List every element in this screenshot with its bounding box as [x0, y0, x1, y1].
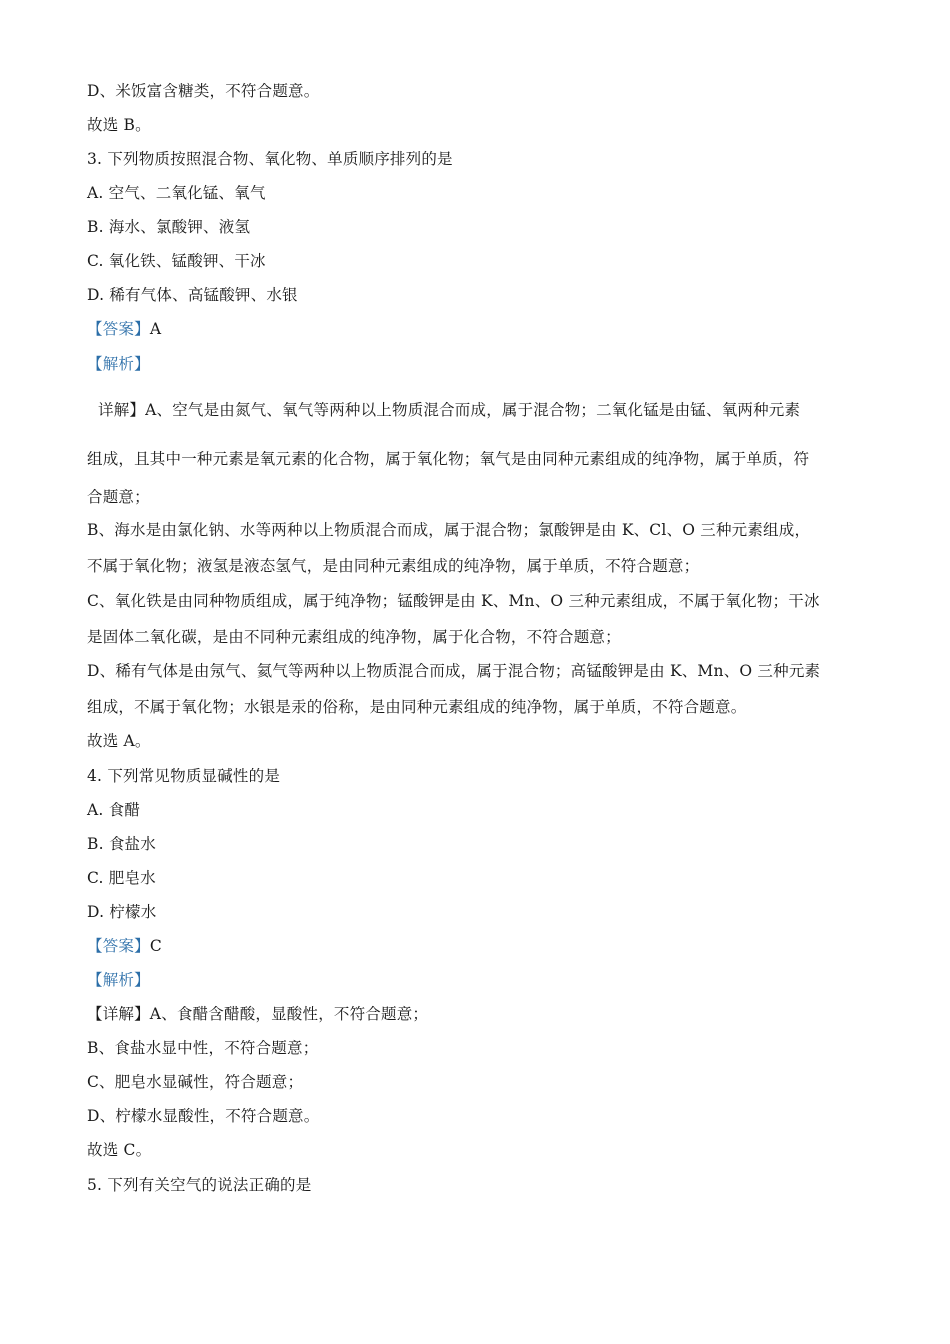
text-line: 不属于氧化物；液氢是液态氢气，是由同种元素组成的纯净物，属于单质，不符合题意；	[87, 557, 700, 575]
text-line: 是固体二氧化碳，是由不同种元素组成的纯净物，属于化合物，不符合题意；	[87, 628, 621, 646]
answer-tag: 【答案】	[87, 320, 150, 338]
text-line: D、米饭富含糖类，不符合题意。	[87, 82, 320, 100]
text-line: 详解】A、空气是由氮气、氧气等两种以上物质混合而成，属于混合物；二氧化锰是由锰、氧两种元素	[98, 401, 801, 419]
text-line: 组成，且其中一种元素是氧元素的化合物，属于氧化物；氧气是由同种元素组成的纯净物，属于单质，符	[87, 450, 810, 468]
question-3-answer	[87, 319, 877, 339]
text-line: 故选 A。	[87, 732, 151, 750]
question-3-stem: 3. 下列物质按照混合物、氧化物、单质顺序排列的是	[87, 150, 453, 168]
question-4-answer	[87, 936, 877, 956]
answer-tag: 【答案】	[87, 937, 150, 955]
answer-value: C	[149, 937, 162, 955]
text-line: D、稀有气体是由氖气、氦气等两种以上物质混合而成，属于混合物；高锰酸钾是由 K、Mn、O 三种元素	[87, 662, 821, 680]
text-line: 故选 B。	[87, 116, 151, 134]
text-line: B、食盐水显中性，不符合题意；	[87, 1039, 319, 1057]
question-4-option-b: B. 食盐水	[87, 835, 156, 853]
question-4-analysis-tag	[87, 970, 877, 990]
question-3-analysis-tag	[87, 354, 877, 374]
answer-value: A	[149, 320, 162, 338]
question-4-option-d: D. 柠檬水	[87, 903, 157, 921]
text-line: C、氧化铁是由同种物质组成，属于纯净物；锰酸钾是由 K、Mn、O 三种元素组成，不属于氧化物；干冰	[87, 592, 820, 610]
analysis-tag: 【解析】	[87, 971, 150, 989]
question-4-option-a: A. 食醋	[87, 801, 141, 819]
question-3-option-c: C. 氧化铁、锰酸钾、干冰	[87, 252, 266, 270]
question-4-option-c: C. 肥皂水	[87, 869, 156, 887]
text-line: C、肥皂水显碱性，符合题意；	[87, 1073, 304, 1091]
text-line: 故选 C。	[87, 1141, 152, 1159]
question-5-stem: 5. 下列有关空气的说法正确的是	[87, 1176, 312, 1194]
analysis-tag: 【解析】	[87, 355, 150, 373]
text-line: B、海水是由氯化钠、水等两种以上物质混合而成，属于混合物；氯酸钾是由 K、Cl、O 三种元素组成，	[87, 521, 811, 539]
text-line: D、柠檬水显酸性，不符合题意。	[87, 1107, 320, 1125]
question-4-stem: 4. 下列常见物质显碱性的是	[87, 767, 281, 785]
text-line: 合题意；	[87, 488, 150, 506]
question-3-option-a: A. 空气、二氧化锰、氧气	[87, 184, 266, 202]
text-line: 【详解】A、食醋含醋酸，显酸性，不符合题意；	[87, 1005, 429, 1023]
text-line: 组成，不属于氧化物；水银是汞的俗称，是由同种元素组成的纯净物，属于单质，不符合题意。	[87, 698, 747, 716]
question-3-option-d: D. 稀有气体、高锰酸钾、水银	[87, 286, 298, 304]
question-3-option-b: B. 海水、氯酸钾、液氢	[87, 218, 251, 236]
